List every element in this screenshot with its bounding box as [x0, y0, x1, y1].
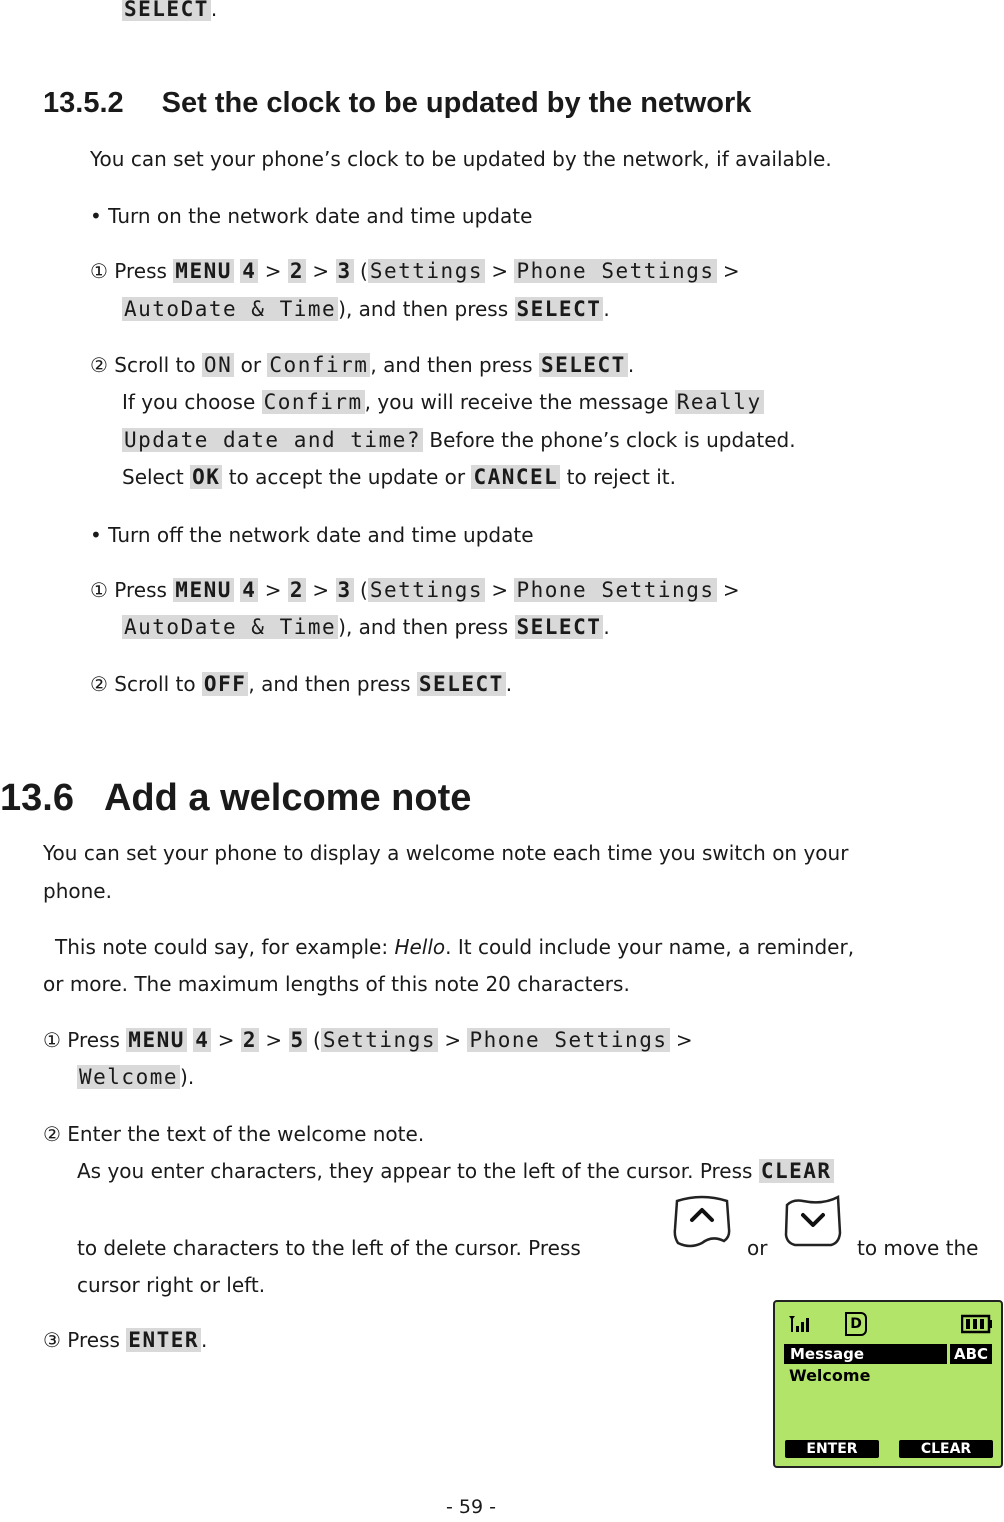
continued-text: SELECT . [122, 0, 217, 24]
down-key-icon [783, 1193, 843, 1249]
or-word: or [747, 1236, 768, 1260]
section-intro: You can set your phone’s clock to be updated by the network, if available. [90, 147, 832, 171]
step-1-off-line1: ① Press MENU 4 > 2 > 3 (Settings > Phone Settings > [90, 578, 740, 602]
step-2-on-line4: Select OK to accept the update or CANCEL to reject it. [122, 465, 676, 489]
welcome-para-1-line2: phone. [43, 879, 112, 903]
section-heading-13-6: 13.6 Add a welcome note [0, 777, 472, 819]
battery-icon [961, 1314, 993, 1334]
phone-screen-illustration [773, 1300, 1003, 1468]
welcome-step-2-line3-end: to move the [857, 1236, 979, 1260]
welcome-para-1-line1: You can set your phone to display a welcome note each time you switch on your [43, 841, 849, 865]
welcome-step-2-line3: to delete characters to the left of the cursor. Press [77, 1236, 581, 1260]
welcome-step-3: ③ Press ENTER . [43, 1328, 208, 1352]
phone-header-title: Message [784, 1344, 947, 1364]
welcome-step-2-line4: cursor right or left. [77, 1273, 266, 1297]
phone-header-mode: ABC [950, 1344, 992, 1364]
phone-content-text: Welcome [789, 1366, 871, 1385]
phone-softkey-clear: CLEAR [899, 1440, 993, 1458]
bullet-turn-off: • Turn off the network date and time update [90, 523, 534, 547]
select-key-label: SELECT [122, 0, 211, 21]
step-1-off-line2: AutoDate & Time ), and then press SELECT . [124, 615, 610, 639]
step-2-on-line2: If you choose Confirm , you will receive the message Really [122, 390, 762, 414]
step-2-off: ② Scroll to OFF , and then press SELECT . [90, 672, 513, 696]
welcome-para-2-line2: or more. The maximum lengths of this note 20 characters. [43, 972, 630, 996]
welcome-step-2-line2: As you enter characters, they appear to the left of the cursor. Press CLEAR [77, 1159, 832, 1183]
page-number: - 59 - [446, 1496, 496, 1518]
step-1-on-line1: ① Press MENU 4 > 2 > 3 (Settings > Phone Settings > [90, 259, 740, 283]
step-2-on-line3: Update date and time? Before the phone’s clock is updated. [124, 428, 796, 452]
welcome-step-1-line2: Welcome ). [79, 1065, 195, 1089]
step-2-on-line1: ② Scroll to ON or Confirm , and then press SELECT . [90, 353, 635, 377]
bullet-turn-on: • Turn on the network date and time update [90, 204, 533, 228]
up-key-icon [672, 1193, 732, 1249]
welcome-para-2-line1: This note could say, for example: Hello. It could include your name, a reminder, [55, 935, 855, 959]
phone-softkey-enter: ENTER [785, 1440, 879, 1458]
step-1-on-line2: AutoDate & Time ), and then press SELECT . [124, 297, 610, 321]
welcome-step-1-line1: ① Press MENU 4 > 2 > 5 (Settings > Phone Settings > [43, 1028, 693, 1052]
signal-icon [787, 1312, 813, 1334]
section-heading-13-5-2: 13.5.2 Set the clock to be updated by the network [43, 87, 752, 119]
welcome-step-2-line1: ② Enter the text of the welcome note. [43, 1122, 425, 1146]
data-indicator-icon: D [845, 1312, 867, 1336]
